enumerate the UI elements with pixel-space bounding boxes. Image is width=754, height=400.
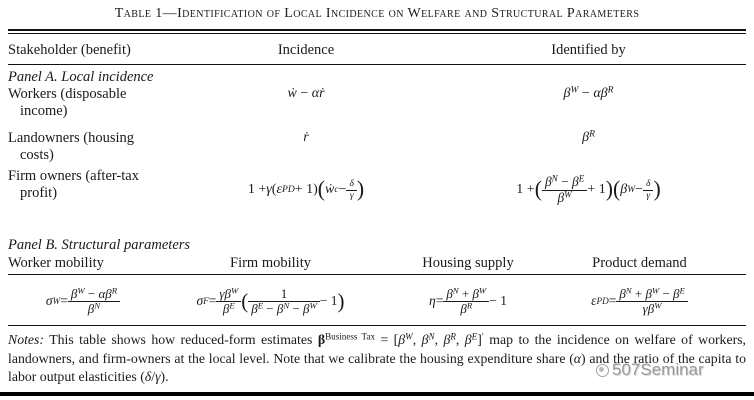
panel-b-formula-row xyxy=(8,279,746,323)
stakeholder-landowners xyxy=(8,130,206,164)
incidence-workers-formula: ẇ − αṙ xyxy=(287,86,325,101)
housing-supply-formula: η = $\frac{\beta^N + \beta^W}{\beta^R}$ − 1 xyxy=(429,285,507,316)
identified-workers-formula: $\beta^W - \alpha\beta^R$ xyxy=(563,85,614,101)
header-firm-mobility: Firm mobility xyxy=(230,255,311,271)
panel-b-header-rule xyxy=(8,274,746,275)
table-notes: Notes: This table shows how reduced-form estimates $\beta^{Business Tax} = [\beta^W$, $\beta^N$, $\beta^R$, $\beta^E]'$ map to the incidence on welfare of workers, landowners, and firm-owners at the local level. Note that we calibrate the housing expenditure share (α) and the ratio of the capita to labor output elasticities (δ/γ). xyxy=(8,331,746,385)
stakeholder-landowners-line2: costs) xyxy=(20,147,54,163)
watermark-text: 507Seminar xyxy=(612,360,704,379)
header-incidence: Incidence xyxy=(277,42,335,58)
table-row-workers xyxy=(8,86,746,120)
bottom-border-bar xyxy=(0,392,754,396)
panel-b-header-row xyxy=(8,255,746,272)
header-identified-by: Identified by xyxy=(551,42,626,58)
stakeholder-firm-owners-line1: Firm owners (after-tax xyxy=(8,168,139,184)
table-row-landowners xyxy=(8,130,746,164)
worker-mobility-formula: σ W = $\frac{\beta^W - \alpha\beta^R}{\beta^N}$ xyxy=(8,279,158,323)
stakeholder-workers-line1: Workers (disposable xyxy=(8,86,127,102)
stakeholder-landowners-line1: Landowners (housing xyxy=(8,130,135,146)
header-rule xyxy=(8,64,746,65)
watermark xyxy=(596,360,754,380)
panel-a-heading: Panel A. Local incidence xyxy=(8,69,154,85)
watermark-logo-icon xyxy=(596,364,609,377)
product-demand-formula: ε PD = $\frac{\beta^N + \beta^W - \beta^E}{\gamma\beta^W}$ xyxy=(553,279,746,323)
table-header-row xyxy=(8,42,746,59)
panel-b-heading: Panel B. Structural parameters xyxy=(8,237,191,253)
stakeholder-firm-owners-line2: profit) xyxy=(20,185,58,201)
identified-landowners-formula: $\beta^R$ xyxy=(582,129,595,145)
header-product-demand: Product demand xyxy=(592,255,687,271)
incidence-landowners-formula: ṙ xyxy=(303,130,309,145)
stakeholder-workers-line2: income) xyxy=(20,103,68,119)
table-title: Table 1—Identification of Local Incidence on Welfare and Structural Parameters xyxy=(114,6,640,21)
stakeholder-firm-owners xyxy=(8,168,206,212)
incidence-firm-owners-formula: 1 + γ ( ε PD + 1) ( ẇ c − $\frac{\delta}{\gamma}$ ) xyxy=(247,177,365,202)
double-rule xyxy=(8,29,746,34)
header-stakeholder: Stakeholder (benefit) xyxy=(8,42,131,58)
notes-rule xyxy=(8,325,746,326)
header-housing-supply: Housing supply xyxy=(422,255,514,271)
header-worker-mobility: Worker mobility xyxy=(8,255,104,271)
firm-mobility-formula: σ F = $\frac{\gamma\beta^W}{\beta^E}$ ( $\frac{1}{\beta^E - \beta^N - \beta^W}$ − 1 ) xyxy=(196,285,345,316)
stakeholder-workers xyxy=(8,86,206,120)
table-row-firm-owners xyxy=(8,168,746,212)
identified-firm-owners-formula: 1 + ( $\frac{\beta^N - \beta^E}{\beta^W}$ + 1 ) ( β W − $\frac{\delta}{\gamma}$ ) xyxy=(516,173,661,205)
